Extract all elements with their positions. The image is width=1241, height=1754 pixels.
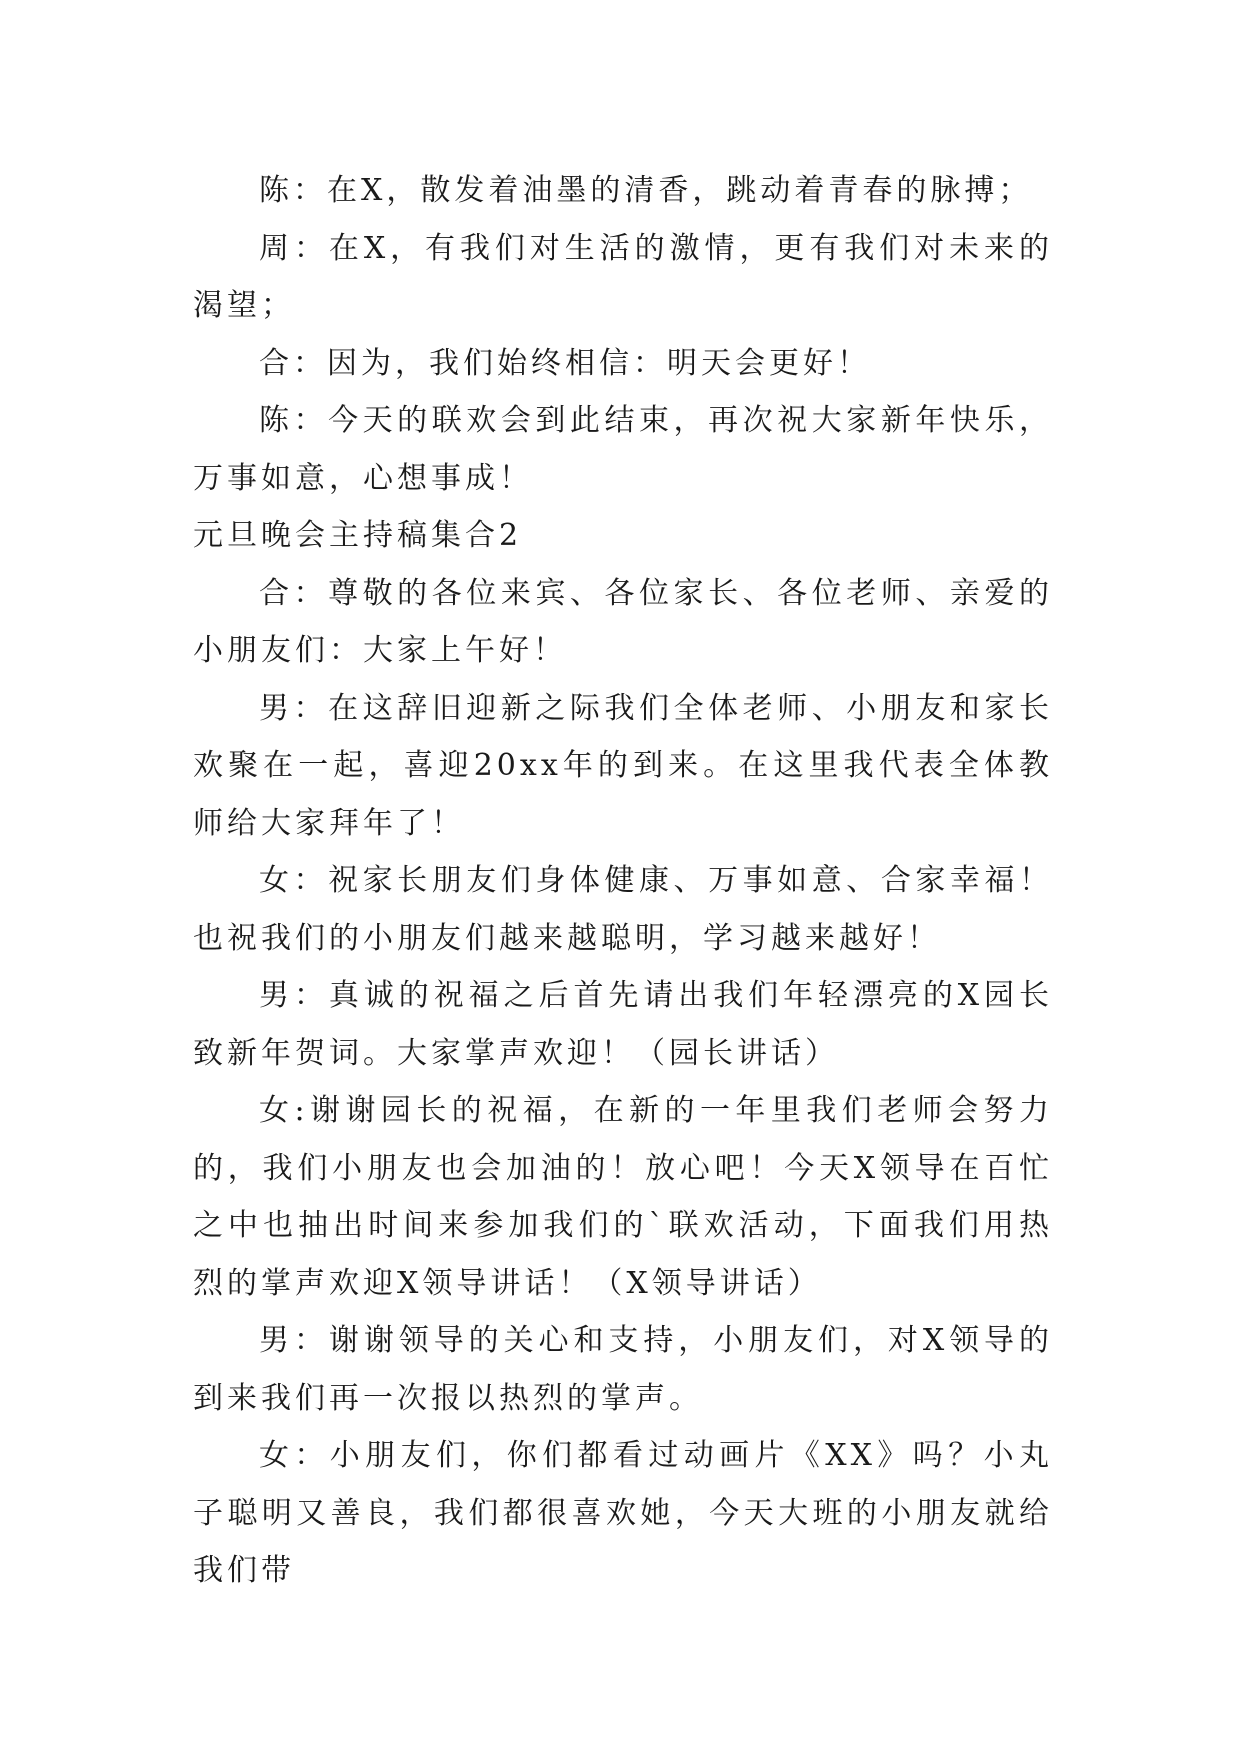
dialogue-paragraph: 男：在这辞旧迎新之际我们全体老师、小朋友和家长欢聚在一起，喜迎20xx年的到来。在这里我代表全体教师给大家拜年了！: [193, 690, 1053, 841]
section-heading: 元旦晚会主持稿集合2: [193, 518, 523, 553]
dialogue-paragraph: 周：在X，有我们对生活的激情，更有我们对未来的渴望；: [193, 230, 1053, 323]
dialogue-paragraph: 男：真诚的祝福之后首先请出我们年轻漂亮的X园长致新年贺词。大家掌声欢迎！（园长讲话）: [193, 978, 1053, 1071]
dialogue-paragraph: 合：因为，我们始终相信：明天会更好！: [259, 345, 871, 381]
dialogue-paragraph: 陈：在X，散发着油墨的清香，跳动着青春的脉搏；: [259, 173, 1033, 208]
document-page: [193, 162, 1053, 1600]
dialogue-paragraph: 合：尊敬的各位来宾、各位家长、各位老师、亲爱的小朋友们：大家上午好！: [193, 575, 1053, 668]
dialogue-paragraph: 女:谢谢园长的祝福，在新的一年里我们老师会努力的，我们小朋友也会加油的！放心吧！今天X领导在百忙之中也抽出时间来参加我们的`联欢活动，下面我们用热烈的掌声欢迎X领导讲话！（X领导讲话）: [193, 1093, 1053, 1301]
dialogue-paragraph: 女：祝家长朋友们身体健康、万事如意、合家幸福！也祝我们的小朋友们越来越聪明，学习越来越好！: [193, 863, 1053, 956]
dialogue-paragraph: 女：小朋友们，你们都看过动画片《XX》吗？小丸子聪明又善良，我们都很喜欢她，今天大班的小朋友就给我们带: [193, 1438, 1053, 1588]
dialogue-paragraph: 男：谢谢领导的关心和支持，小朋友们，对X领导的到来我们再一次报以热烈的掌声。: [193, 1323, 1053, 1416]
dialogue-paragraph: 陈：今天的联欢会到此结束，再次祝大家新年快乐，万事如意，心想事成！: [193, 403, 1053, 496]
